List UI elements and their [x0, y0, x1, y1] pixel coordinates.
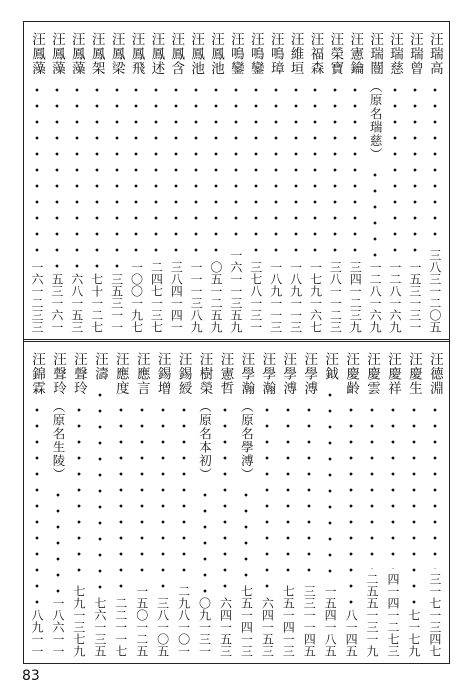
entry-page-ref: 一七九一六七 [308, 261, 323, 333]
entry-page-ref: 二五五一三一九 [365, 573, 379, 657]
index-entry [28, 22, 46, 339]
index-entry [366, 22, 384, 339]
dot-leader [265, 402, 269, 594]
entry-page-ref: 七九一三七九 [71, 585, 86, 657]
entry-name: 汪錫增 [154, 352, 171, 396]
entry-page-ref: 六四一五三 [260, 597, 275, 657]
index-entry [154, 342, 172, 663]
entry-page-ref: 六八一五三 [69, 273, 84, 333]
dot-leader [433, 402, 437, 570]
column-list [24, 342, 449, 663]
dot-leader [286, 402, 290, 582]
entry-name: 汪鳳藻 [68, 32, 85, 76]
entry-page-ref: 三七八一三一 [248, 261, 263, 333]
dot-leader [234, 82, 238, 246]
entry-name: 汪鳳飛 [128, 32, 145, 76]
index-entry [267, 22, 285, 339]
dot-leader [433, 82, 437, 246]
index-entry [326, 22, 344, 339]
index-entry [237, 342, 255, 663]
index-entry [227, 22, 245, 339]
dot-leader [95, 82, 99, 270]
entry-page-ref: 五三一六一 [49, 273, 64, 333]
index-entry [386, 22, 404, 339]
entry-name: 汪鳳含 [168, 32, 185, 76]
entry-name: 汪瑞高 [426, 32, 443, 76]
dot-leader [55, 82, 59, 270]
entry-page-ref: 八一四五 [344, 609, 359, 657]
index-entry [49, 342, 67, 663]
entry-page-ref: 一二八一六九 [388, 261, 403, 333]
entry-name: 汪錦霖 [29, 352, 45, 396]
entry-page-ref: 三八四一四一 [169, 261, 184, 333]
dot-leader [98, 387, 102, 593]
index-entry [187, 22, 205, 339]
index-entry [167, 22, 185, 339]
index-section-bottom [24, 342, 449, 663]
entry-name: 汪鳳藻 [29, 32, 45, 76]
index-entry [68, 22, 86, 339]
entry-name: 汪學溥 [280, 352, 297, 396]
index-entry [133, 342, 151, 663]
entry-page-ref: 〇九一三一 [197, 597, 212, 657]
dot-leader [223, 402, 227, 594]
dot-leader [349, 402, 353, 606]
dot-leader [307, 402, 311, 582]
index-entry [306, 22, 324, 339]
index-entry [405, 342, 423, 663]
dot-leader [56, 487, 60, 594]
dot-leader [328, 387, 332, 581]
dot-leader [203, 487, 207, 594]
entry-name: 汪錫綬 [175, 352, 192, 396]
entry-page-ref: 一〇〇一九七 [129, 261, 144, 333]
entry-name: 汪瑞闓 [367, 32, 384, 76]
dot-leader [393, 82, 397, 258]
entry-name: 汪慶生 [405, 352, 422, 396]
dot-leader [274, 82, 278, 258]
entry-page-ref: 四一四一二七三 [385, 573, 400, 657]
entry-page-ref: 六四一五三 [218, 597, 233, 657]
entry-page-ref: 一二八一六九 [368, 261, 383, 333]
entry-name: 汪鉞 [322, 352, 339, 381]
entry-name: 汪鳴璋 [267, 32, 284, 76]
entry-page-ref: 一八九一一三 [268, 261, 283, 333]
dot-leader [75, 82, 79, 270]
entry-name: 汪慶祥 [384, 352, 401, 396]
entry-page-ref: 七一七九 [406, 609, 421, 657]
index-entry [207, 22, 225, 339]
entry-name: 汪學瀚 [238, 352, 255, 396]
index-entry [112, 342, 130, 663]
index-entry [127, 22, 145, 339]
entry-page-ref: 三三一一四五 [302, 585, 317, 657]
entry-alias: （原名學溥） [239, 399, 255, 481]
index-entry [287, 22, 305, 339]
index-entry [321, 342, 339, 663]
entry-name: 汪鳳架 [88, 32, 105, 76]
column-list [24, 22, 449, 339]
entry-name: 汪福森 [307, 32, 324, 76]
dot-leader [182, 402, 186, 582]
entry-page-ref: 三四一二三九 [348, 261, 363, 333]
index-entry [384, 342, 402, 663]
dot-leader [244, 487, 248, 582]
dot-leader [214, 82, 218, 258]
index-entry [28, 342, 46, 663]
index-entry [91, 342, 109, 663]
index-entry [108, 22, 126, 339]
entry-name: 汪鳳梁 [108, 32, 125, 76]
dot-leader [373, 167, 377, 258]
entry-page-ref: 一六一二三三 [30, 261, 44, 333]
entry-name: 汪聲玲 [49, 352, 66, 396]
entry-page-ref: 二四七一三七 [149, 261, 164, 333]
entry-page-ref: 三八一一二三 [328, 261, 343, 333]
entry-name: 汪鳳池 [188, 32, 205, 76]
dot-leader [353, 82, 357, 258]
entry-page-ref: 七十一二七 [89, 273, 104, 333]
index-entry [346, 22, 364, 339]
entry-name: 汪憲哲 [217, 352, 234, 396]
entry-page-ref: 一五四一八五 [323, 585, 338, 657]
entry-name: 汪鳴鑾 [247, 32, 264, 76]
dot-leader [119, 402, 123, 594]
index-section-top [24, 22, 449, 339]
entry-page-ref: 一一一三八九 [189, 261, 204, 333]
entry-name: 汪應度 [112, 352, 129, 396]
entry-name: 汪學溥 [301, 352, 318, 396]
entry-page-ref: 一八九一一三 [288, 261, 303, 333]
entry-name: 汪瑞曾 [406, 32, 423, 76]
index-entry [363, 342, 381, 663]
entry-name: 汪憲鑰 [347, 32, 364, 76]
index-entry [426, 22, 444, 339]
dot-leader [35, 82, 39, 258]
entry-page-ref: 七六一三五 [92, 597, 107, 657]
index-entry [48, 22, 66, 339]
entry-name: 汪鳳述 [148, 32, 165, 76]
entry-page-ref: 三八三一二〇五 [427, 249, 442, 333]
entry-alias: （原名生陵） [50, 399, 66, 481]
entry-page-ref: 一八六一一 [50, 597, 65, 657]
index-entry [342, 342, 360, 663]
index-entry [70, 342, 88, 663]
entry-page-ref: 一五三一三一 [407, 261, 422, 333]
entry-name: 汪瑞慈 [387, 32, 404, 76]
entry-name: 汪慶雲 [364, 352, 380, 396]
entry-alias: （原名瑞慈） [368, 79, 384, 161]
dot-leader [134, 82, 138, 258]
entry-page-ref: 三八一〇五 [155, 597, 170, 657]
entry-name: 汪應言 [133, 352, 150, 396]
entry-name: 汪維垣 [287, 32, 304, 76]
entry-page-ref: 一六一一三五九 [228, 249, 243, 333]
entry-name: 汪濤 [91, 352, 108, 381]
entry-page-ref: 三五三一一 [109, 273, 124, 333]
entry-page-ref: 三一七一三四七 [427, 573, 442, 657]
entry-name: 汪鳳池 [208, 32, 225, 76]
entry-name: 汪榮寶 [327, 32, 344, 76]
index-entry [88, 22, 106, 339]
dot-leader [194, 82, 198, 258]
entry-page-ref: 二九八一〇一 [176, 585, 191, 657]
dot-leader [161, 402, 165, 594]
dot-leader [413, 82, 417, 258]
dot-leader [115, 82, 119, 270]
dot-leader [35, 402, 39, 606]
index-entry [279, 342, 297, 663]
index-entry [258, 342, 276, 663]
entry-name: 汪德淵 [426, 352, 443, 396]
dot-leader [154, 82, 158, 258]
dot-leader [254, 82, 258, 258]
entry-name: 汪樹榮 [196, 352, 213, 396]
entry-name: 汪學瀚 [259, 352, 276, 396]
entry-page-ref: 一五〇一二五 [134, 585, 149, 657]
dot-leader [174, 82, 178, 258]
index-entry [147, 22, 165, 339]
entry-page-ref: 七五一四一三 [239, 585, 254, 657]
entry-alias: （原名本初） [197, 399, 213, 481]
index-entry [426, 342, 444, 663]
dot-leader [391, 402, 395, 570]
entry-name: 汪鳳藻 [48, 32, 65, 76]
index-entry [175, 342, 193, 663]
dot-leader [140, 402, 144, 582]
entry-page-ref: 二二一一七 [113, 597, 128, 657]
dot-leader [313, 82, 317, 258]
entry-page-ref: 七五一四一三 [281, 585, 296, 657]
index-entry [247, 22, 265, 339]
dot-leader [333, 82, 337, 258]
entry-name: 汪慶齡 [343, 352, 360, 396]
dot-leader [370, 402, 374, 570]
dot-leader [77, 402, 81, 582]
index-entry [216, 342, 234, 663]
page-number: 83 [22, 668, 40, 684]
index-entry [196, 342, 214, 663]
entry-name: 汪聲玲 [70, 352, 87, 396]
entry-page-ref: 八九一一 [30, 609, 44, 657]
index-entry [300, 342, 318, 663]
dot-leader [412, 402, 416, 606]
index-entry [406, 22, 424, 339]
dot-leader [294, 82, 298, 258]
entry-name: 汪鳴鑾 [227, 32, 244, 76]
entry-page-ref: 〇五一二五九 [209, 261, 224, 333]
